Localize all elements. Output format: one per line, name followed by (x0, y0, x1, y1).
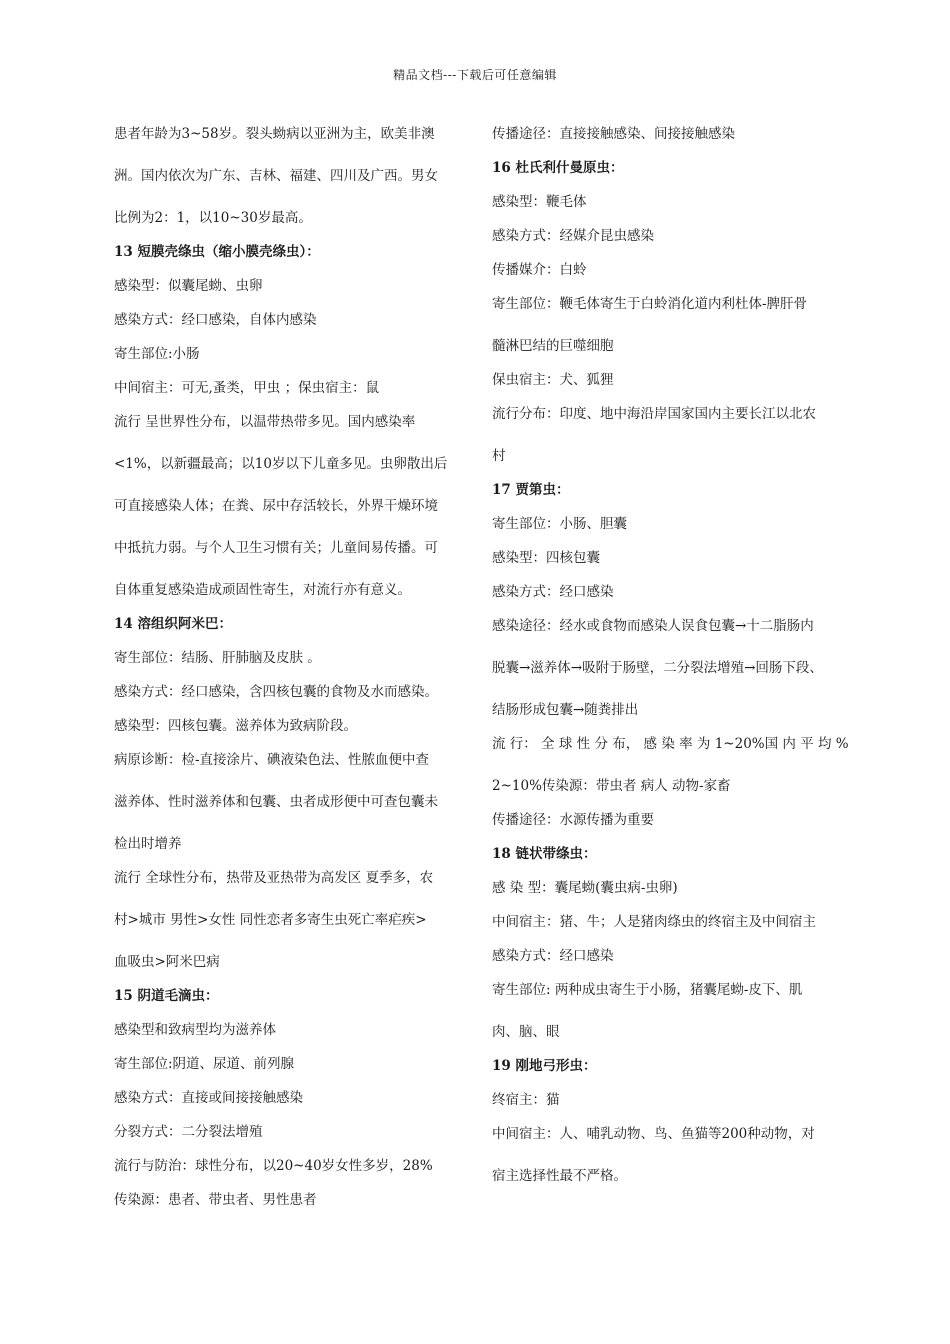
text-line: 流行与防治：球性分布，以20~40岁女性多岁，28% (114, 1158, 433, 1174)
text-line: 传播媒介：白蛉 (492, 262, 587, 278)
text-line: 脱囊→滋养体→吸附于肠壁，二分裂法增殖→回肠下段、 (492, 660, 823, 676)
text-line: 传染源：患者、带虫者、男性患者 (114, 1192, 317, 1208)
text-line: 分裂方式：二分裂法增殖 (114, 1124, 263, 1140)
text-line: 滋养体、性时滋养体和包囊、虫者成形便中可查包囊未 (114, 794, 438, 810)
text-line: 感染型：似囊尾蚴、虫卵 (114, 278, 263, 294)
section-heading: 15 阴道毛滴虫： (114, 988, 219, 1004)
text-line: 可直接感染人体；在粪、尿中存活较长，外界干燥环境 (114, 498, 438, 514)
text-line: 感染型：鞭毛体 (492, 194, 587, 210)
text-line: 感 染 型：囊尾蚴(囊虫病-虫卵) (492, 880, 678, 896)
text-line: 感染方式：经媒介昆虫感染 (492, 228, 654, 244)
text-line: 感染方式：经口感染 (492, 584, 614, 600)
text-line: 病原诊断：检-直接涂片、碘液染色法、性脓血便中查 (114, 752, 430, 768)
page-header: 精品文档---下载后可任意编辑 (393, 68, 557, 82)
text-line: 肉、脑、眼 (492, 1024, 560, 1040)
text-line: 感染型：四核包囊。滋养体为致病阶段。 (114, 718, 357, 734)
text-line: 感染方式：经口感染 (492, 948, 614, 964)
text-line: 中间宿主：人、哺乳动物、鸟、鱼猫等200种动物，对 (492, 1126, 815, 1142)
section-heading: 19 刚地弓形虫： (492, 1058, 597, 1074)
text-line: 寄生部位: 两种成虫寄生于小肠，猪囊尾蚴-皮下、肌 (492, 982, 803, 998)
text-line: 保虫宿主：犬、狐狸 (492, 372, 614, 388)
text-line: 感染途径：经水或食物而感染人误食包囊→十二脂肠内 (492, 618, 814, 634)
text-line: 感染方式：直接或间接接触感染 (114, 1090, 303, 1106)
text-line: 感染方式：经口感染，含四核包囊的食物及水而感染。 (114, 684, 438, 700)
text-line: 2~10%传染源：带虫者 病人 动物-家畜 (492, 778, 731, 794)
section-heading: 17 贾第虫： (492, 482, 570, 498)
text-line: 感染方式：经口感染，自体内感染 (114, 312, 317, 328)
section-heading: 16 杜氏利什曼原虫： (492, 160, 624, 176)
text-line: 流行 全球性分布，热带及亚热带为高发区 夏季多，农 (114, 870, 434, 886)
text-line: 洲。国内依次为广东、吉林、福建、四川及广西。男女 (114, 168, 438, 184)
text-line: 血吸虫>阿米巴病 (114, 954, 220, 970)
text-line: 流 行： 全 球 性 分 布， 感 染 率 为 1~20%国 内 平 均 % (492, 736, 849, 752)
left-column (114, 124, 470, 1210)
text-line: 寄生部位：结肠、肝肺脑及皮肤 。 (114, 650, 321, 666)
text-line: 传播途径：水源传播为重要 (492, 812, 654, 828)
text-line: 寄生部位:小肠 (114, 346, 200, 362)
text-line: 比例为2：1，以10~30岁最高。 (114, 210, 312, 226)
text-line: 村 (492, 448, 506, 464)
text-line: 村>城市 男性>女性 同性恋者多寄生虫死亡率疟疾> (114, 912, 427, 928)
text-line: 中间宿主：猪、牛；人是猪肉绦虫的终宿主及中间宿主 (492, 914, 816, 930)
text-line: 寄生部位：小肠、胆囊 (492, 516, 627, 532)
text-line: 寄生部位:阴道、尿道、前列腺 (114, 1056, 295, 1072)
text-line: <1%，以新疆最高；以10岁以下儿童多见。虫卵散出后 (114, 456, 448, 472)
section-heading: 13 短膜壳绦虫（缩小膜壳绦虫）： (114, 244, 320, 260)
text-line: 寄生部位：鞭毛体寄生于白蛉消化道内利杜体-脾肝骨 (492, 296, 808, 312)
text-line: 感染型和致病型均为滋养体 (114, 1022, 276, 1038)
right-column (492, 124, 854, 1186)
text-line: 患者年龄为3~58岁。裂头蚴病以亚洲为主，欧美非澳 (114, 126, 435, 142)
text-line: 髓淋巴结的巨噬细胞 (492, 338, 614, 354)
section-heading: 18 链状带绦虫： (492, 846, 597, 862)
text-line: 感染型：四核包囊 (492, 550, 600, 566)
text-line: 终宿主：猫 (492, 1092, 560, 1108)
text-line: 传播途径：直接接触感染、间接接触感染 (492, 126, 735, 142)
text-line: 中抵抗力弱。与个人卫生习惯有关；儿童间易传播。可 (114, 540, 438, 556)
text-line: 流行分布：印度、地中海沿岸国家国内主要长江以北农 (492, 406, 816, 422)
text-line: 中间宿主：可无,蚤类，甲虫 ；保虫宿主：鼠 (114, 380, 380, 396)
text-line: 流行 呈世界性分布，以温带热带多见。国内感染率 (114, 414, 416, 430)
text-line: 检出时增养 (114, 836, 182, 852)
section-heading: 14 溶组织阿米巴： (114, 616, 232, 632)
text-line: 结肠形成包囊→随粪排出 (492, 702, 639, 718)
text-line: 自体重复感染造成顽固性寄生，对流行亦有意义。 (114, 582, 411, 598)
text-line: 宿主选择性最不严格。 (492, 1168, 627, 1184)
